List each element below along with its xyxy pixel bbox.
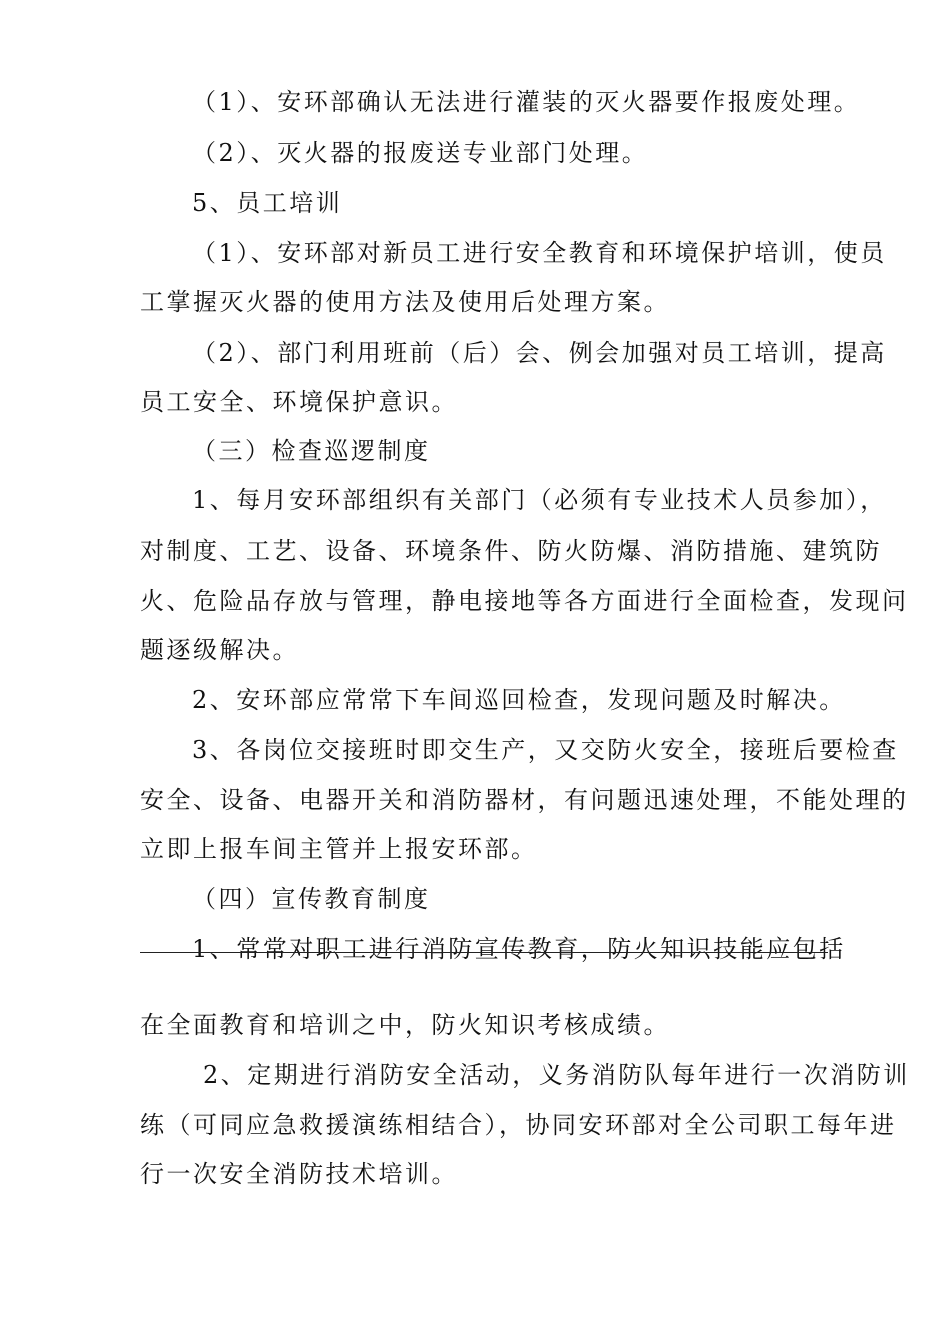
section-heading: （三）检查巡逻制度 [192, 437, 431, 465]
paragraph-line: 安全、设备、电器开关和消防器材，有问题迅速处理，不能处理的 [140, 786, 909, 814]
paragraph-line: 员工安全、环境保护意识。 [140, 388, 458, 416]
horizontal-divider [140, 952, 828, 953]
paragraph-line: 2、定期进行消防安全活动，义务消防队每年进行一次消防训 [203, 1061, 910, 1089]
paragraph-line: （1）、安环部对新员工进行安全教育和环境保护培训，使员 [192, 239, 887, 267]
paragraph-line: （1）、安环部确认无法进行灌装的灭火器要作报废处理。 [192, 88, 861, 116]
paragraph-line: 3、各岗位交接班时即交生产，又交防火安全，接班后要检查 [192, 736, 899, 764]
paragraph-line: 题逐级解决。 [140, 636, 299, 664]
paragraph-line: 练（可同应急救援演练相结合），协同安环部对全公司职工每年进 [140, 1111, 897, 1139]
paragraph-line: 行一次安全消防技术培训。 [140, 1160, 458, 1188]
paragraph-line: 1、常常对职工进行消防宣传教育，防火知识技能应包括 [192, 935, 846, 963]
paragraph-line: 2、安环部应常常下车间巡回检查，发现问题及时解决。 [192, 686, 846, 714]
paragraph-line: （2）、灭火器的报废送专业部门处理。 [192, 139, 649, 167]
paragraph-line: 火、危险品存放与管理，静电接地等各方面进行全面检查，发现问 [140, 587, 909, 615]
section-heading: （四）宣传教育制度 [192, 885, 431, 913]
paragraph-line: （2）、部门利用班前（后）会、例会加强对员工培训，提高 [192, 339, 887, 367]
paragraph-line: 在全面教育和培训之中，防火知识考核成绩。 [140, 1011, 670, 1039]
paragraph-line: 立即上报车间主管并上报安环部。 [140, 835, 538, 863]
paragraph-line: 工掌握灭火器的使用方法及使用后处理方案。 [140, 288, 670, 316]
paragraph-line: 对制度、工艺、设备、环境条件、防火防爆、消防措施、建筑防 [140, 537, 882, 565]
paragraph-line: 1、每月安环部组织有关部门（必须有专业技术人员参加）， [192, 486, 887, 514]
section-heading: 5、员工培训 [192, 189, 343, 217]
